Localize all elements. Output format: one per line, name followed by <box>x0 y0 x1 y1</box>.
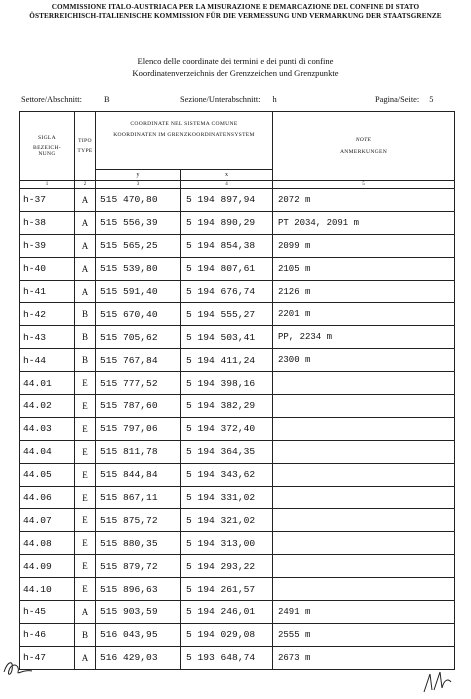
table-row <box>20 463 455 486</box>
table-row <box>20 646 455 669</box>
table-row <box>20 395 455 418</box>
note-cell: 2491 m <box>273 601 455 624</box>
table-row <box>20 440 455 463</box>
handwritten-initials-icon <box>420 668 454 696</box>
y-coordinate-cell: 515 787,60 <box>96 395 181 418</box>
point-code-cell: 44.09 <box>20 555 75 578</box>
type-cell: E <box>75 417 96 440</box>
x-coordinate-cell: 5 194 246,01 <box>181 601 273 624</box>
y-coordinate-cell: 515 811,78 <box>96 440 181 463</box>
coord-de-label: KOORDINATEN IM GRENZKOORDINATENSYSTEM <box>113 132 255 138</box>
typ-label: TYPE <box>77 148 93 154</box>
type-cell: A <box>75 189 96 212</box>
y-coordinate-cell: 515 705,62 <box>96 326 181 349</box>
x-coordinate-cell: 5 194 293,22 <box>181 555 273 578</box>
point-code-cell: 44.03 <box>20 417 75 440</box>
x-coordinate-cell: 5 193 648,74 <box>181 646 273 669</box>
type-cell: A <box>75 280 96 303</box>
point-code-cell: h-43 <box>20 326 75 349</box>
type-cell: A <box>75 234 96 257</box>
type-cell: E <box>75 509 96 532</box>
y-coordinate-cell: 515 844,84 <box>96 463 181 486</box>
y-coordinate-cell: 515 591,40 <box>96 280 181 303</box>
note-cell: 2126 m <box>273 280 455 303</box>
y-coordinate-cell: 515 797,06 <box>96 417 181 440</box>
table-row <box>20 417 455 440</box>
type-cell: A <box>75 257 96 280</box>
type-cell: B <box>75 303 96 326</box>
table-row <box>20 623 455 646</box>
x-coordinate-cell: 5 194 676,74 <box>181 280 273 303</box>
note-cell <box>273 395 455 418</box>
column-number-2: 2 <box>75 181 96 189</box>
note-cell: 2105 m <box>273 257 455 280</box>
coordinates-table <box>19 111 455 670</box>
table-row <box>20 532 455 555</box>
column-header-tipo <box>75 112 96 181</box>
point-code-cell: h-37 <box>20 189 75 212</box>
point-code-cell: h-47 <box>20 646 75 669</box>
table-row <box>20 303 455 326</box>
type-cell: B <box>75 623 96 646</box>
type-cell: E <box>75 372 96 395</box>
x-coordinate-cell: 5 194 897,94 <box>181 189 273 212</box>
note-cell <box>273 463 455 486</box>
y-coordinate-cell: 515 896,63 <box>96 578 181 601</box>
point-code-cell: h-42 <box>20 303 75 326</box>
y-coordinate-cell: 515 556,39 <box>96 211 181 234</box>
y-coordinate-cell: 515 867,11 <box>96 486 181 509</box>
tipo-label: TIPO <box>78 138 92 144</box>
bezeichnung-label: BEZEICH- NUNG <box>33 145 61 157</box>
note-cell: 2300 m <box>273 349 455 372</box>
note-cell <box>273 555 455 578</box>
column-header-x: x <box>181 170 273 181</box>
anmerkungen-label: ANMERKUNGEN <box>339 149 388 155</box>
x-coordinate-cell: 5 194 854,38 <box>181 234 273 257</box>
note-cell: 2201 m <box>273 303 455 326</box>
y-coordinate-cell: 516 043,95 <box>96 623 181 646</box>
table-row <box>20 280 455 303</box>
y-coordinate-cell: 515 470,80 <box>96 189 181 212</box>
type-cell: A <box>75 646 96 669</box>
table-row <box>20 578 455 601</box>
table-row <box>20 601 455 624</box>
x-coordinate-cell: 5 194 261,57 <box>181 578 273 601</box>
note-label: NOTE <box>355 137 372 143</box>
x-coordinate-cell: 5 194 331,02 <box>181 486 273 509</box>
y-coordinate-cell: 515 880,35 <box>96 532 181 555</box>
column-header-notes <box>273 112 455 181</box>
table-row <box>20 189 455 212</box>
sezione-label: Sezione/Unterabschnitt: <box>180 95 261 104</box>
y-coordinate-cell: 516 429,03 <box>96 646 181 669</box>
type-cell: E <box>75 578 96 601</box>
point-code-cell: h-44 <box>20 349 75 372</box>
x-coordinate-cell: 5 194 503,41 <box>181 326 273 349</box>
table-number-row <box>20 181 455 189</box>
sezione-field <box>180 95 277 104</box>
x-coordinate-cell: 5 194 364,35 <box>181 440 273 463</box>
type-cell: A <box>75 601 96 624</box>
x-coordinate-cell: 5 194 382,29 <box>181 395 273 418</box>
point-code-cell: 44.10 <box>20 578 75 601</box>
note-cell <box>273 509 455 532</box>
point-code-cell: 44.06 <box>20 486 75 509</box>
table-row <box>20 555 455 578</box>
note-cell <box>273 372 455 395</box>
commission-header-german: ÖSTERREICHISCH-ITALIENISCHE KOMMISSION FÜR DIE VERMESSUNG UND VERMARKUNG DER STAATSGRENZE <box>29 12 442 20</box>
type-cell: E <box>75 555 96 578</box>
table-header-row <box>20 112 455 170</box>
table-row <box>20 211 455 234</box>
note-cell: PT 2034, 2091 m <box>273 211 455 234</box>
y-coordinate-cell: 515 767,84 <box>96 349 181 372</box>
point-code-cell: h-41 <box>20 280 75 303</box>
document-title-italian: Elenco delle coordinate dei termini e dei punti di confine <box>137 56 334 66</box>
point-code-cell: h-45 <box>20 601 75 624</box>
note-cell: 2673 m <box>273 646 455 669</box>
point-code-cell: 44.08 <box>20 532 75 555</box>
table-row <box>20 372 455 395</box>
x-coordinate-cell: 5 194 321,02 <box>181 509 273 532</box>
settore-field <box>21 95 110 104</box>
note-cell: 2099 m <box>273 234 455 257</box>
column-number-1: 1 <box>20 181 75 189</box>
x-coordinate-cell: 5 194 398,16 <box>181 372 273 395</box>
x-coordinate-cell: 5 194 890,29 <box>181 211 273 234</box>
table-row <box>20 234 455 257</box>
note-cell <box>273 417 455 440</box>
handwritten-signature-icon <box>2 656 40 680</box>
x-coordinate-cell: 5 194 555,27 <box>181 303 273 326</box>
table-row <box>20 486 455 509</box>
sigla-label: SIGLA <box>38 135 56 141</box>
settore-label: Settore/Abschnitt: <box>21 95 82 104</box>
type-cell: E <box>75 532 96 555</box>
type-cell: E <box>75 440 96 463</box>
note-cell <box>273 440 455 463</box>
column-number-5: 5 <box>273 181 455 189</box>
type-cell: A <box>75 211 96 234</box>
y-coordinate-cell: 515 565,25 <box>96 234 181 257</box>
x-coordinate-cell: 5 194 343,62 <box>181 463 273 486</box>
y-coordinate-cell: 515 903,59 <box>96 601 181 624</box>
point-code-cell: 44.04 <box>20 440 75 463</box>
point-code-cell: 44.05 <box>20 463 75 486</box>
pagina-label: Pagina/Seite: <box>375 95 420 104</box>
note-cell: 2072 m <box>273 189 455 212</box>
type-cell: B <box>75 326 96 349</box>
x-coordinate-cell: 5 194 807,61 <box>181 257 273 280</box>
note-cell: PP, 2234 m <box>273 326 455 349</box>
column-header-sigla <box>20 112 75 181</box>
table-row <box>20 509 455 532</box>
note-cell <box>273 532 455 555</box>
column-header-y: y <box>96 170 181 181</box>
pagina-field <box>375 95 433 104</box>
table-row <box>20 349 455 372</box>
type-cell: E <box>75 463 96 486</box>
column-number-3: 3 <box>96 181 181 189</box>
table-row <box>20 326 455 349</box>
x-coordinate-cell: 5 194 372,40 <box>181 417 273 440</box>
y-coordinate-cell: 515 879,72 <box>96 555 181 578</box>
note-cell <box>273 578 455 601</box>
table-row <box>20 257 455 280</box>
column-number-4: 4 <box>181 181 273 189</box>
point-code-cell: 44.02 <box>20 395 75 418</box>
type-cell: B <box>75 349 96 372</box>
column-header-coordinates <box>96 112 273 170</box>
sezione-value: h <box>272 95 277 104</box>
point-code-cell: h-39 <box>20 234 75 257</box>
settore-value: B <box>103 95 110 104</box>
note-cell <box>273 486 455 509</box>
point-code-cell: h-40 <box>20 257 75 280</box>
y-coordinate-cell: 515 670,40 <box>96 303 181 326</box>
x-coordinate-cell: 5 194 411,24 <box>181 349 273 372</box>
x-coordinate-cell: 5 194 029,08 <box>181 623 273 646</box>
y-coordinate-cell: 515 875,72 <box>96 509 181 532</box>
point-code-cell: 44.07 <box>20 509 75 532</box>
commission-header-italian: COMMISSIONE ITALO-AUSTRIACA PER LA MISURAZIONE E DEMARCAZIONE DEL CONFINE DI STATO <box>51 3 420 11</box>
note-cell: 2555 m <box>273 623 455 646</box>
point-code-cell: h-46 <box>20 623 75 646</box>
point-code-cell: h-38 <box>20 211 75 234</box>
coord-it-label: COORDINATE NEL SISTEMA COMUNE <box>130 121 238 127</box>
type-cell: E <box>75 486 96 509</box>
y-coordinate-cell: 515 777,52 <box>96 372 181 395</box>
pagina-value: 5 <box>429 95 434 104</box>
document-title-german: Koordinatenverzeichnis der Grenzzeichen und Grenzpunkte <box>132 68 339 78</box>
x-coordinate-cell: 5 194 313,00 <box>181 532 273 555</box>
type-cell: E <box>75 395 96 418</box>
y-coordinate-cell: 515 539,80 <box>96 257 181 280</box>
point-code-cell: 44.01 <box>20 372 75 395</box>
